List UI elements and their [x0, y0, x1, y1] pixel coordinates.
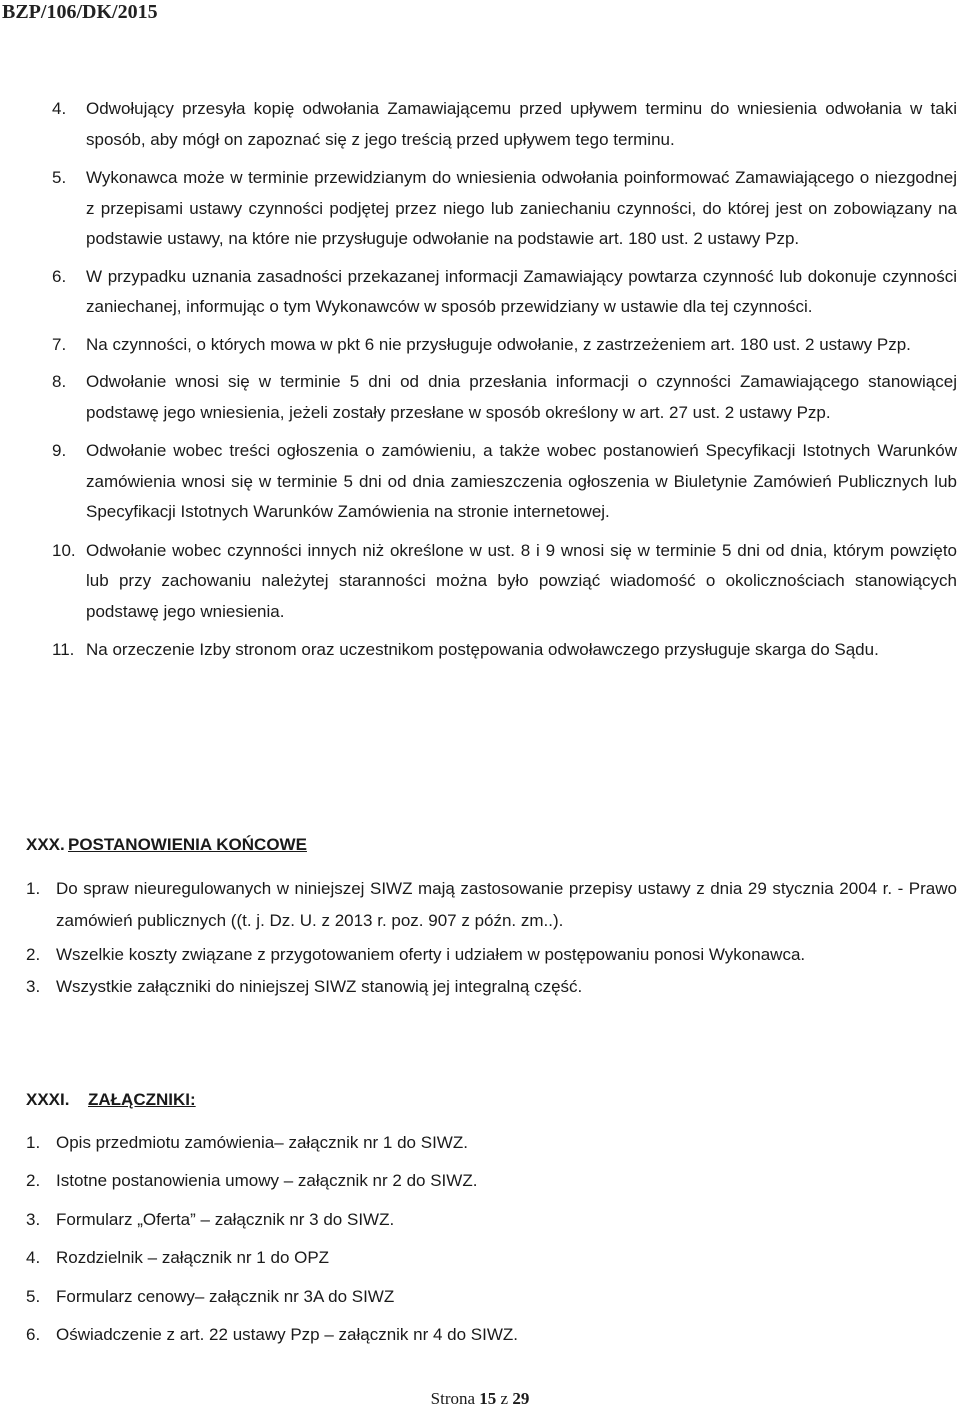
item-number: 3. — [26, 1209, 41, 1229]
item-text: Odwołanie wnosi się w terminie 5 dni od dnia przesłania informacji o czynności Zamawiającego stanowiącej podstawę jego wniesienia, jeżeli zostały przesłane w sposób określony w art. 27 ust. 2 ustawy Pzp. — [86, 372, 957, 422]
list-item — [0, 436, 960, 528]
appeal-list — [0, 94, 960, 666]
item-number: 4. — [26, 1248, 41, 1267]
list-item — [0, 635, 960, 666]
item-text: W przypadku uznania zasadności przekazanej informacji Zamawiający powtarza czynność lub dokonuje czynności zaniechanej, informując o tym Wykonawców w sposób przewidziany w ustawie dla tej czynności. — [86, 266, 957, 316]
item-text: Oświadczenie z art. 22 ustawy Pzp – załącznik nr 4 do SIWZ. — [56, 1325, 519, 1344]
item-text: Wszelkie koszty związane z przygotowaniem oferty i udziałem w postępowaniu ponosi Wykonawca. — [56, 944, 806, 964]
section-number: XXX. — [26, 835, 65, 854]
item-number: 2. — [26, 944, 41, 964]
item-text: Wszystkie załączniki do niniejszej SIWZ stanowią jej integralną część. — [56, 976, 583, 996]
item-text: Odwołanie wobec treści ogłoszenia o zamówieniu, a także wobec postanowień Specyfikacji Istotnych Warunków zamówienia wnosi się w terminie 5 dni od dnia zamieszczenia ogłoszenia w Biuletynie Zamówień Publicznych lub Specyfikacji Istotnych Warunków Zamówienia na stronie internetowej. — [86, 441, 957, 521]
item-text: Wykonawca może w terminie przewidzianym do wniesienia odwołania poinformować Zamawiającego o niezgodnej z przepisami ustawy czynności podjętej przez niego lub zaniechaniu czynności, do której jest on zobowiązany na podstawie ustawy, na które nie przysługuje odwołanie na podstawie art. 180 ust. 2 ustawy Pzp. — [86, 168, 957, 248]
item-number: 1. — [26, 1132, 41, 1152]
list-item — [0, 536, 960, 628]
item-number: 10. — [52, 540, 76, 560]
item-text: Odwołujący przesyła kopię odwołania Zamawiającemu przed upływem terminu do wniesienia odwołania w taki sposób, aby mógł on zapoznać się z jego treścią przed upływem tego terminu. — [86, 99, 957, 149]
item-text: Do spraw nieuregulowanych w niniejszej SIWZ mają zastosowanie przepisy ustawy z dnia 29 stycznia 2004 r. - Prawo zamówień publicznych ((t. j. Dz. U. z 2013 r. poz. 907 z późn. zm..). — [56, 878, 957, 930]
section-final-provisions — [0, 830, 960, 1003]
item-number: 7. — [52, 334, 67, 354]
list-item — [0, 873, 960, 937]
list-item — [0, 971, 960, 1003]
list-item — [0, 262, 960, 323]
item-number: 11. — [52, 640, 75, 659]
section-title: POSTANOWIENIA KOŃCOWE — [68, 835, 307, 854]
page-footer — [0, 1388, 960, 1410]
item-number: 5. — [26, 1286, 41, 1306]
list-item — [0, 1239, 960, 1278]
list-item — [0, 939, 960, 971]
page-label: Strona — [430, 1389, 476, 1408]
list-item — [0, 1316, 960, 1355]
item-number: 1. — [26, 878, 41, 898]
item-text: Formularz „Oferta” – załącznik nr 3 do SIWZ. — [56, 1209, 395, 1229]
page-separator: z — [500, 1389, 509, 1408]
item-text: Istotne postanowienia umowy – załącznik nr 2 do SIWZ. — [56, 1171, 478, 1190]
list-item — [0, 163, 960, 255]
item-text: Odwołanie wobec czynności innych niż określone w ust. 8 i 9 wnosi się w terminie 5 dni od dnia, którym powzięto lub przy zachowaniu należytej staranności można było powziąć wiadomość o okolicznościach stanowiących podstawę jego wniesienia. — [86, 540, 957, 621]
item-number: 5. — [52, 168, 67, 187]
item-number: 8. — [52, 372, 67, 391]
list-item — [0, 1201, 960, 1240]
item-text: Na orzeczenie Izby stronom oraz uczestnikom postępowania odwoławczego przysługuje skarga do Sądu. — [86, 640, 879, 659]
item-number: 4. — [52, 99, 67, 118]
item-text: Opis przedmiotu zamówienia– załącznik nr 1 do SIWZ. — [56, 1132, 468, 1152]
item-text: Na czynności, o których mowa w pkt 6 nie przysługuje odwołanie, z zastrzeżeniem art. 180 ust. 2 ustawy Pzp. — [86, 334, 911, 354]
document-id: BZP/106/DK/2015 — [2, 1, 158, 23]
list-item — [0, 1278, 960, 1317]
item-number: 9. — [52, 441, 67, 460]
list-item — [0, 367, 960, 428]
section-title: ZAŁĄCZNIKI: — [88, 1090, 196, 1109]
list-item — [0, 94, 960, 155]
item-number: 6. — [26, 1325, 41, 1344]
section-heading — [0, 1085, 960, 1116]
item-text: Formularz cenowy– załącznik nr 3A do SIWZ — [56, 1286, 395, 1306]
list-item — [0, 330, 960, 361]
page-number: 15 — [479, 1389, 497, 1408]
list-item — [0, 1162, 960, 1201]
section-attachments — [0, 1085, 960, 1355]
item-number: 3. — [26, 976, 41, 996]
item-number: 6. — [52, 266, 67, 286]
item-number: 2. — [26, 1171, 41, 1190]
list-item — [0, 1124, 960, 1163]
page-total: 29 — [512, 1389, 530, 1408]
item-text: Rozdzielnik – załącznik nr 1 do OPZ — [56, 1248, 330, 1267]
section-number: XXXI. — [26, 1090, 70, 1109]
section-heading — [0, 830, 960, 861]
